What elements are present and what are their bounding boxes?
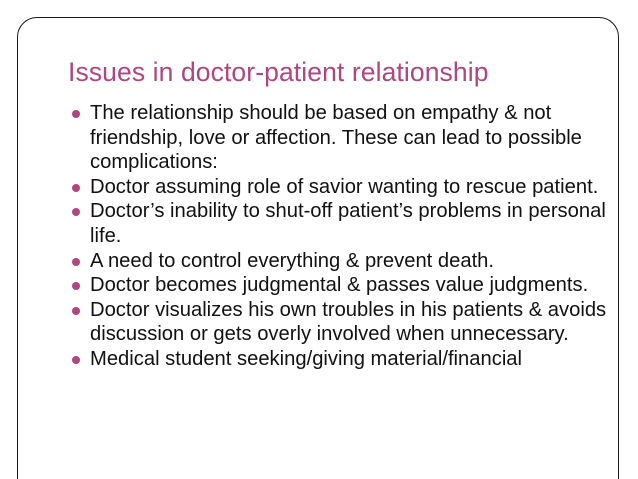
bullet-item [72,101,612,175]
bullet-item [72,249,612,274]
bullet-text: A need to control everything & prevent death. [90,249,495,272]
bullet-text: Doctor visualizes his own troubles in his patients & avoids discussion or gets overly involved when unnecessary. [90,298,607,346]
bullet-item [72,175,612,200]
bullet-icon [72,110,80,118]
bullet-icon [72,307,80,315]
bullet-icon [72,258,80,266]
bullet-icon [72,356,80,364]
bullet-text: Doctor assuming role of savior wanting to rescue patient. [90,175,599,198]
bullet-text: Doctor becomes judgmental & passes value judgments. [90,274,589,297]
bullet-icon [72,208,80,216]
bullet-item [72,298,612,347]
slide-title: Issues in doctor-patient relationship [68,57,489,87]
bullet-icon [72,184,80,192]
bullet-text: Doctor’s inability to shut-off patient’s problems in personal life. [90,200,606,247]
bullet-text: The relationship should be based on empathy & not friendship, love or affection. These can lead to possible complications: [90,102,582,174]
bullet-item [72,347,612,372]
bullet-list [72,101,612,372]
bullet-item [72,273,612,298]
bullet-icon [72,282,80,290]
bullet-item [72,199,612,248]
bullet-text: Medical student seeking/giving material/financial [90,347,523,370]
